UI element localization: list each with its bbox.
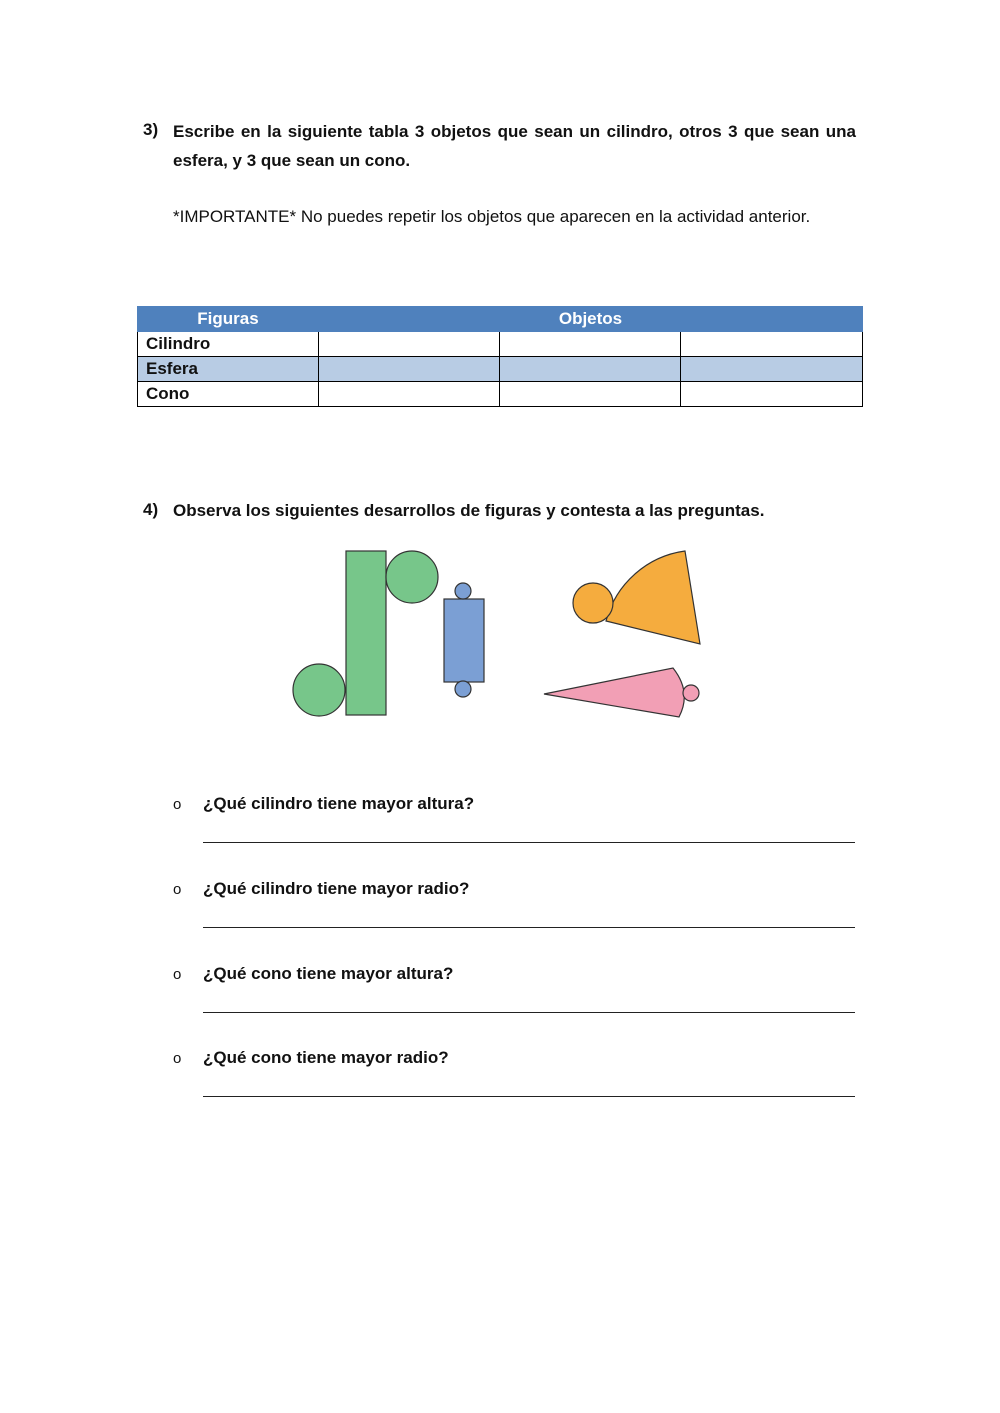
big-cylinder-net <box>293 551 438 716</box>
answer-cell[interactable] <box>681 357 863 382</box>
answer-cell[interactable] <box>319 357 500 382</box>
question-cylinder-height: ¿Qué cilindro tiene mayor altura? <box>203 794 475 813</box>
table-row <box>138 332 863 357</box>
big-cone-net <box>573 551 700 644</box>
answer-cell[interactable] <box>500 332 681 357</box>
answer-line[interactable] <box>203 927 855 928</box>
small-cylinder-top-base <box>455 583 471 599</box>
table-header-row <box>138 307 863 332</box>
bullet-icon: o <box>173 966 182 983</box>
important-note: *IMPORTANTE* No puedes repetir los objetos que aparecen en la actividad anterior. <box>173 207 811 226</box>
bullet-icon: o <box>173 1050 182 1067</box>
table-row <box>138 357 863 382</box>
small-cylinder-net <box>444 583 484 697</box>
big-cylinder-top-base <box>386 551 438 603</box>
question-cone-radius: ¿Qué cono tiene mayor radio? <box>203 1048 449 1067</box>
question-4-instruction: Observa los siguientes desarrollos de figuras y contesta a las preguntas. <box>173 501 765 520</box>
shape-nets-figure <box>280 540 720 730</box>
answer-cell[interactable] <box>500 357 681 382</box>
question-3-number: 3) <box>143 120 159 139</box>
header-figuras: Figuras <box>138 307 319 332</box>
table-row <box>138 382 863 407</box>
big-cone-sector <box>606 551 700 644</box>
small-cone-base <box>683 685 699 701</box>
answer-line[interactable] <box>203 1096 855 1097</box>
answer-cell[interactable] <box>319 332 500 357</box>
header-objetos: Objetos <box>319 307 863 332</box>
objects-table <box>137 306 863 407</box>
answer-line[interactable] <box>203 1012 855 1013</box>
small-cone-sector <box>544 668 684 717</box>
question-4-number: 4) <box>143 500 159 519</box>
question-cylinder-radius: ¿Qué cilindro tiene mayor radio? <box>203 879 470 898</box>
big-cone-base <box>573 583 613 623</box>
bullet-icon: o <box>173 881 182 898</box>
answer-cell[interactable] <box>500 382 681 407</box>
question-3-instruction: Escribe en la siguiente tabla 3 objetos que sean un cilindro, otros 3 que sean una esfera, y 3 que sean un cono. <box>173 122 856 170</box>
question-cone-height: ¿Qué cono tiene mayor altura? <box>203 964 454 983</box>
row-label-cilindro: Cilindro <box>138 332 319 357</box>
row-label-cono: Cono <box>138 382 319 407</box>
small-cone-net <box>544 668 699 717</box>
small-cylinder-bottom-base <box>455 681 471 697</box>
answer-cell[interactable] <box>681 332 863 357</box>
answer-cell[interactable] <box>319 382 500 407</box>
small-cylinder-body <box>444 599 484 682</box>
row-label-esfera: Esfera <box>138 357 319 382</box>
big-cylinder-bottom-base <box>293 664 345 716</box>
answer-cell[interactable] <box>681 382 863 407</box>
big-cylinder-body <box>346 551 386 715</box>
answer-line[interactable] <box>203 842 855 843</box>
bullet-icon: o <box>173 796 182 813</box>
